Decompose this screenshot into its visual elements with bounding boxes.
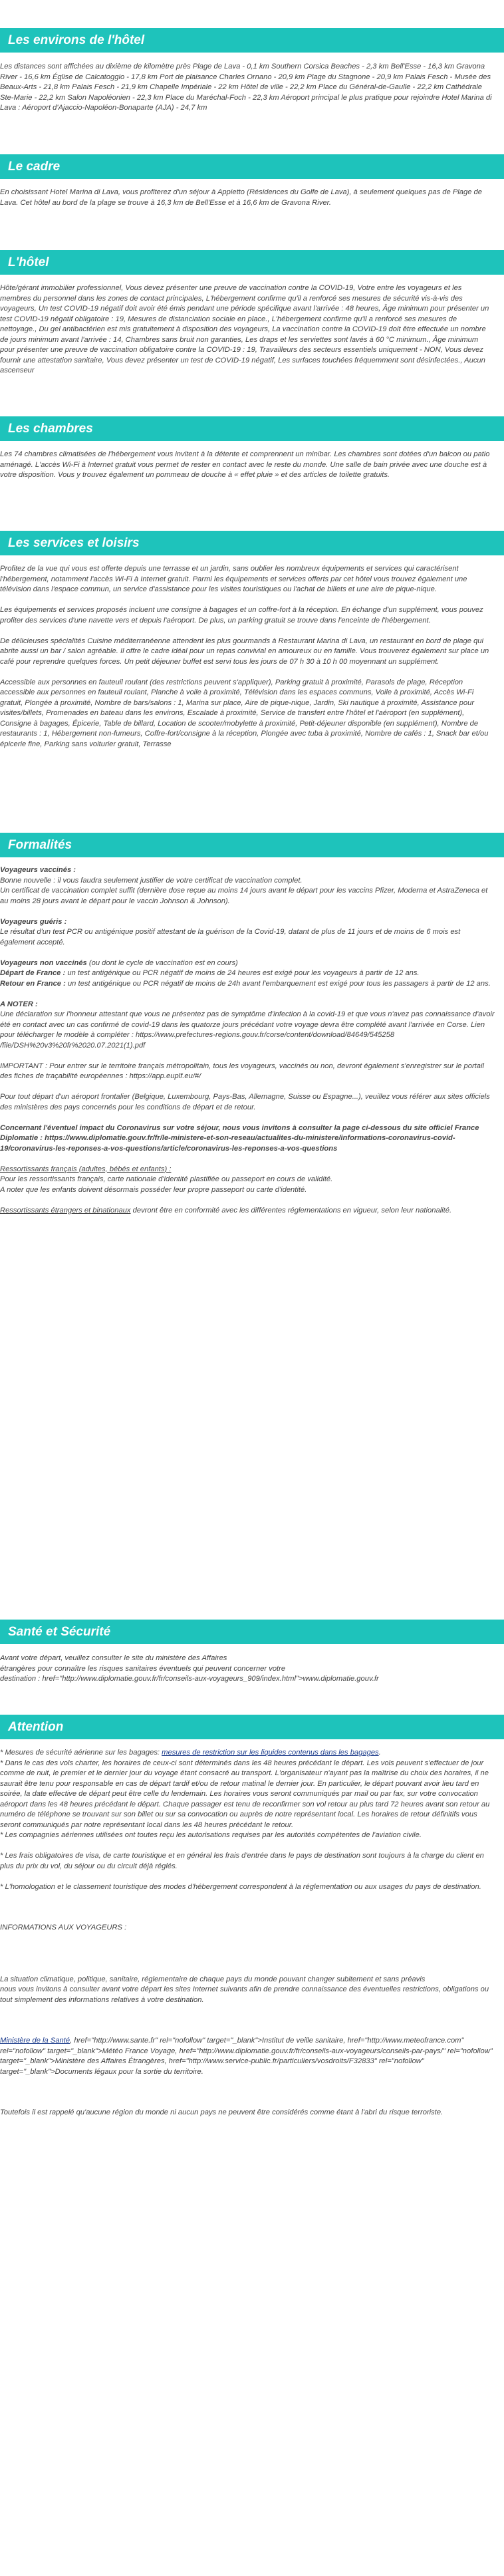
section-title: Formalités	[8, 838, 72, 852]
french-residents-heading: Ressortissants français (adultes, bébés et enfants) :	[0, 1165, 172, 1173]
section-title: Attention	[8, 1720, 64, 1734]
important-text: IMPORTANT : Pour entrer sur le territoire français métropolitain, tous les voyageurs, vaccinés ou non, devront également s'enregistrer sur le portail des fiches de traçabilité européennes : https://app.euplf.eu/#/	[0, 1062, 484, 1080]
official-links-paragraph	[0, 2036, 495, 2077]
return-text: un test antigénique ou PCR négatif de moins de 24h avant l'embarquement est exigé pour tous les passagers à partir de 12 ans.	[65, 979, 491, 988]
official-links-text: , href="http://www.sante.fr" rel="nofollow" target="_blank">Institut de veille sanitaire, href="http://www.meteofrance.com" rel="nofollow" target="_blank">Météo France Voyage, href="http://www.diplomatie.gouv.fr/fr/conseils-aux-voyageurs/conseils-par-pays/" rel="nofollow" target="_blank">Ministère des Affaires Étrangères, href="http://www.service-public.fr/particuliers/vosdroits/F32833" rel="nofollow" target="_blank">Documents légaux pour la sortie du territoire.	[0, 2037, 493, 2076]
services-paragraph: De délicieuses spécialités Cuisine méditerranéenne attendent les plus gourmands à Restaurant Marina di Lava, un restaurant en bord de plage qui abrite aussi un bar / salon agréable. Il offre le cadre idéal pour un repas convivial en amoureux ou en famille. Vous trouverez également sur place un café pour reprendre quelques forces. Un petit déjeuner buffet est servi tous les jours de 07 h 30 à 10 h 00 moyennant un supplément.	[0, 637, 489, 666]
airport-text: Pour tout départ d'un aéroport frontalier (Belgique, Luxembourg, Pays-Bas, Allemagne, Suisse ou Espagne...), veuillez vous référer aux sites officiels des ministères des pays concernés pour les conditions de départ et de retour.	[0, 1093, 490, 1111]
covid-info-text: Concernant l'éventuel impact du Coronavirus sur votre séjour, nous vous invitons à consulter la page ci-dessous du site officiel France Diplomatie : https://www.diplomatie.gouv.fr/fr/le-ministere-et-son-reseau/actualites-du-ministere/informations-coronavirus-covid-19/coronavirus-les-reponses-a-vos-questions/article/coronavirus-les-reponses-a-vos-questions	[0, 1123, 479, 1153]
section-title: L'hôtel	[8, 255, 49, 269]
section-header-services	[0, 531, 504, 555]
hotel-text: Hôte/gérant immobilier professionnel, Vous devez présenter une preuve de vaccination contre la COVID-19, Votre entre les voyageurs et les membres du personnel dans les zones de contact principales, L'hébergement confirme qu'il a renforcé ses mesures de sécurité vis-à-vis des voyageurs, Un test COVID-19 négatif doit avoir été émis pendant une période spécifique avant l'arrivée : 48 heures, Âge minimum pour présenter un test COVID-19 négatif obligatoire : 19, Mesures de distanciation sociale en place., L'hébergement confirme qu'il a renforcé ses mesures de nettoyage., Du gel antibactérien est mis gratuitement à disposition des voyageurs, La vaccination contre la COVID-19 doit être effectuée un nombre de jours minimum avant l'arrivée : 14, Chambres sans bruit non garanties, Les draps et les serviettes sont lavés à 60 °C minimum., Âge minimum pour présenter une preuve de vaccination obligatoire contre la COVID-19 : 19, Travailleurs des secteurs essentiels uniquement - NON, Vous devez fournir une attestation sanitaire, Vous devez présenter un test de COVID-19 négatif, Les surfaces touchées fréquemment sont désinfectées., Aucun ascenseur	[0, 284, 489, 374]
services-text	[0, 564, 495, 750]
unvaccinated-block	[0, 958, 495, 990]
unvaccinated-note: (ou dont le cycle de vaccination est en cours)	[86, 958, 238, 967]
section-header-formalites	[0, 833, 504, 857]
section-title: Les services et loisirs	[8, 536, 140, 550]
recovered-heading: Voyageurs guéris :	[0, 917, 67, 926]
departure-text: un test antigénique ou PCR négatif de moins de 24 heures est exigé pour les voyageurs à partir de 12 ans.	[65, 969, 420, 977]
liquid-restrictions-link[interactable]: mesures de restriction sur les liquides contenus dans les bagages	[162, 1749, 379, 1757]
vaccinated-block	[0, 865, 495, 907]
section-header-sante	[0, 1620, 504, 1644]
attention-paragraph: * Les frais obligatoires de visa, de carte touristique et en général les frais d'entrée dans le pays de destination sont toujours à la charge du client en plus du prix du vol, du séjour ou du circuit déjà réglés.	[0, 1852, 484, 1870]
departure-heading: Départ de France :	[0, 969, 66, 977]
foreign-residents-heading: Ressortissants étrangers et binationaux	[0, 1206, 131, 1215]
section-title: Santé et Sécurité	[8, 1625, 111, 1639]
french-residents-text: Pour les ressortissants français, carte nationale d'identité plastifiée ou passeport en cours de validité. A noter que les enfants doivent désormais posséder leur propre passeport ou carte d'identité.	[0, 1175, 333, 1194]
note-heading: A NOTER :	[0, 1000, 38, 1008]
section-header-cadre	[0, 154, 504, 179]
section-title: Les environs de l'hôtel	[8, 33, 145, 47]
services-paragraph: Les équipements et services proposés incluent une consigne à bagages et un coffre-fort à la réception. En échange d'un supplément, vous pouvez profiter des services d'une navette vers et depuis l'aéroport. De plus, un parking gratuit se trouve dans l'enceinte de l'hébergement.	[0, 606, 483, 625]
chambres-text: Les 74 chambres climatisées de l'hébergement vous invitent à la détente et comprennent un minibar. Les chambres sont dotées d'un balcon ou patio aménagé. L'accès Wi-Fi à Internet gratuit vous permet de rester en contact avec le reste du monde. Une salle de bain privée avec une douche est à votre disposition. Vous y trouvez également un pommeau de douche à « effet pluie » et des articles de toilette gratuits.	[0, 450, 490, 479]
foreign-residents-block	[0, 1206, 495, 1216]
unvaccinated-heading: Voyageurs non vaccinés	[0, 958, 87, 967]
note-block	[0, 1000, 495, 1052]
formalites-text	[0, 865, 495, 1216]
section-title: Le cadre	[8, 160, 61, 174]
cadre-text: En choisissant Hotel Marina di Lava, vous profiterez d'un séjour à Appietto (Résidences du Golfe de Lava), à seulement quelques pas de Plage de Lava. Cet hôtel au bord de la plage se trouve à 16,3 km de Bell'Esse et à 16,6 km de Gravona River.	[0, 188, 482, 207]
section-header-environs	[0, 28, 504, 53]
services-paragraph: Accessible aux personnes en fauteuil roulant (des restrictions peuvent s'appliquer), Parking gratuit à proximité, Parasols de plage, Réception accessible aux personnes en fauteuil roulant, Planche à voile à proximité, Télévision dans les espaces communs, Voile à proximité, Accès Wi-Fi gratuit, Plongée à proximité, Nombre de bars/salons : 1, Marina sur place, Aire de pique-nique, Jardin, Ski nautique à proximité, Assistance pour visites/billets, Promenades en bateau dans les environs, Escalade à proximité, Service de transfert entre l'hôtel et l'aéroport (en supplément), Consigne à bagages, Épicerie, Table de billard, Location de scooter/mobylette à proximité, Petit-déjeuner disponible (en supplément), Nombre de restaurants : 1, Hébergement non-fumeurs, Coffre-fort/consigne à la réception, Plongée avec tuba à proximité, Nombre de cafés : 1, Snack bar et/ou épicerie fine, Parking sans voiturier gratuit, Terrasse	[0, 678, 489, 748]
sante-text: Avant votre départ, veuillez consulter le site du ministère des Affaires étrangères pour connaître les risques sanitaires éventuels qui peuvent concerner votre destination : href="http://www.diplomatie.gouv.fr/fr/conseils-aux-voyageurs_909/index.html">www.diplomatie.gouv.fr	[0, 1654, 379, 1683]
recovered-block	[0, 917, 495, 948]
environs-text: Les distances sont affichées au dixième de kilomètre près Plage de Lava - 0,1 km Southern Corsica Beaches - 2,3 km Bell'Esse - 16,3 km Gravona River - 16,6 km Église de Calcatoggio - 17,8 km Port de plaisance Charles Ornano - 20,9 km Plage du Stagnone - 20,9 km Palais Fesch - Musée des Beaux-Arts - 21,8 km Palais Fesch - 21,9 km Chapelle Impériale - 22 km Hôtel de ville - 22,2 km Place du Général-de-Gaulle - 22,2 km Cathédrale Ste-Marie - 22,2 km Salon Napoléonien - 22,3 km Place du Maréchal-Foch - 22,3 km Aéroport principal le plus pratique pour rejoindre Hotel Marina di Lava : Aéroport d'Ajaccio-Napoléon-Bonaparte (AJA) - 24,7 km	[0, 63, 492, 112]
foreign-residents-text: devront être en conformité avec les différentes réglementations en vigueur, selon leur nationalité.	[130, 1206, 452, 1215]
section-header-attention	[0, 1715, 504, 1739]
vaccinated-heading: Voyageurs vaccinés :	[0, 866, 76, 874]
return-heading: Retour en France :	[0, 979, 66, 988]
french-residents-block	[0, 1165, 495, 1196]
ministere-sante-link[interactable]: Ministère de la Santé	[0, 2037, 70, 2045]
terrorism-disclaimer: Toutefois il est rappelé qu'aucune région du monde ni aucun pays ne peuvent être considérés comme étant à l'abri du risque terroriste.	[0, 2108, 443, 2116]
services-paragraph: Profitez de la vue qui vous est offerte depuis une terrasse et un jardin, sans oublier les nombreux équipements et services qui caractérisent l'hébergement, notamment l'accès Wi-Fi à Internet gratuit. Parmi les équipements et services offerts par cet hôtel vous trouvez également une télévision dans l'espace commun, un service d'assistance pour les visites touristiques ou l'achat de billets et une aire de pique-nique.	[0, 565, 467, 593]
attention-text	[0, 1748, 495, 2118]
note-text: Une déclaration sur l'honneur attestant que vous ne présentez pas de symptôme d'infection à la covid-19 et que vous n'avez pas connaissance d'avoir été en contact avec un cas confirmé de covid-19 dans les quatorze jours précédant votre voyage devra être complété avant l'arrivée en Corse. Lien pour télécharger le modèle à compléter : https://www.prefectures-regions.gouv.fr/corse/content/download/84649/545258 /file/DSH%20v3%20fr%2020.07.2021(1).pdf	[0, 1010, 495, 1050]
attention-paragraph: * L'homologation et le classement touristique des modes d'hébergement correspondent à la réglementation ou aux usages du pays de destination.	[0, 1882, 481, 1891]
section-title: Les chambres	[8, 422, 93, 436]
attention-intro: * Mesures de sécurité aérienne sur les bagages:	[0, 1749, 162, 1757]
info-text: La situation climatique, politique, sanitaire, réglementaire de chaque pays du monde pouvant changer subitement et sans préavis nous vous invitons à consulter avant votre départ les sites Internet suivants afin de prendre connaissance des éventuelles restrictions, obligations ou tout simplement des informations relatives à votre destination.	[0, 1975, 489, 2004]
recovered-text: Le résultat d'un test PCR ou antigénique positif attestant de la guérison de la Covid-19, datant de plus de 11 jours et de moins de 6 mois est également accepté.	[0, 928, 461, 946]
section-header-hotel	[0, 250, 504, 275]
vaccinated-text: Bonne nouvelle : il vous faudra seulement justifier de votre certificat de vaccination complet. Un certificat de vaccination complet suffit (dernière dose reçue au moins 14 jours avant le départ pour les vaccins Pfizer, Moderna et AstraZeneca et au moins 28 jours avant le départ pour le vaccin Johnson & Johnson).	[0, 876, 488, 905]
attention-body: . * Dans le cas des vols charter, les horaires de ceux-ci sont déterminés dans les 48 heures précédant le départ. Les vols peuvent s'effectuer de jour comme de nuit, le premier et le dernier jour du voyage étant consacré au transport. L'organisateur n'ayant pas la maîtrise du choix des horaires, il ne saurait être tenu pour responsable en cas de départ tardif et/ou de retour matinal le dernier jour. En particulier, le départ pouvant avoir lieu tard en soirée, la date effective de départ peut être celle du lendemain. Les horaires vous seront communiqués par mail ou par fax, sur votre convocation aéroport dans les 48 heures précédant le départ. Chaque passager est tenu de reconfirmer son vol retour au plus tard 72 heures avant son retour au numéro de téléphone se trouvant sur son billet ou sur sa convocation ou auprès de notre représentant local. Les horaires de retour définitifs vous seront communiqués par notre représentant local dans les 48 heures précédant le retour. * Les compagnies aériennes utilisées ont toutes reçu les autorisations requises par les autorités compétentes de l'aviation civile.	[0, 1749, 490, 1839]
section-header-chambres	[0, 416, 504, 441]
info-heading: INFORMATIONS AUX VOYAGEURS :	[0, 1924, 127, 1932]
attention-paragraph	[0, 1748, 495, 1841]
